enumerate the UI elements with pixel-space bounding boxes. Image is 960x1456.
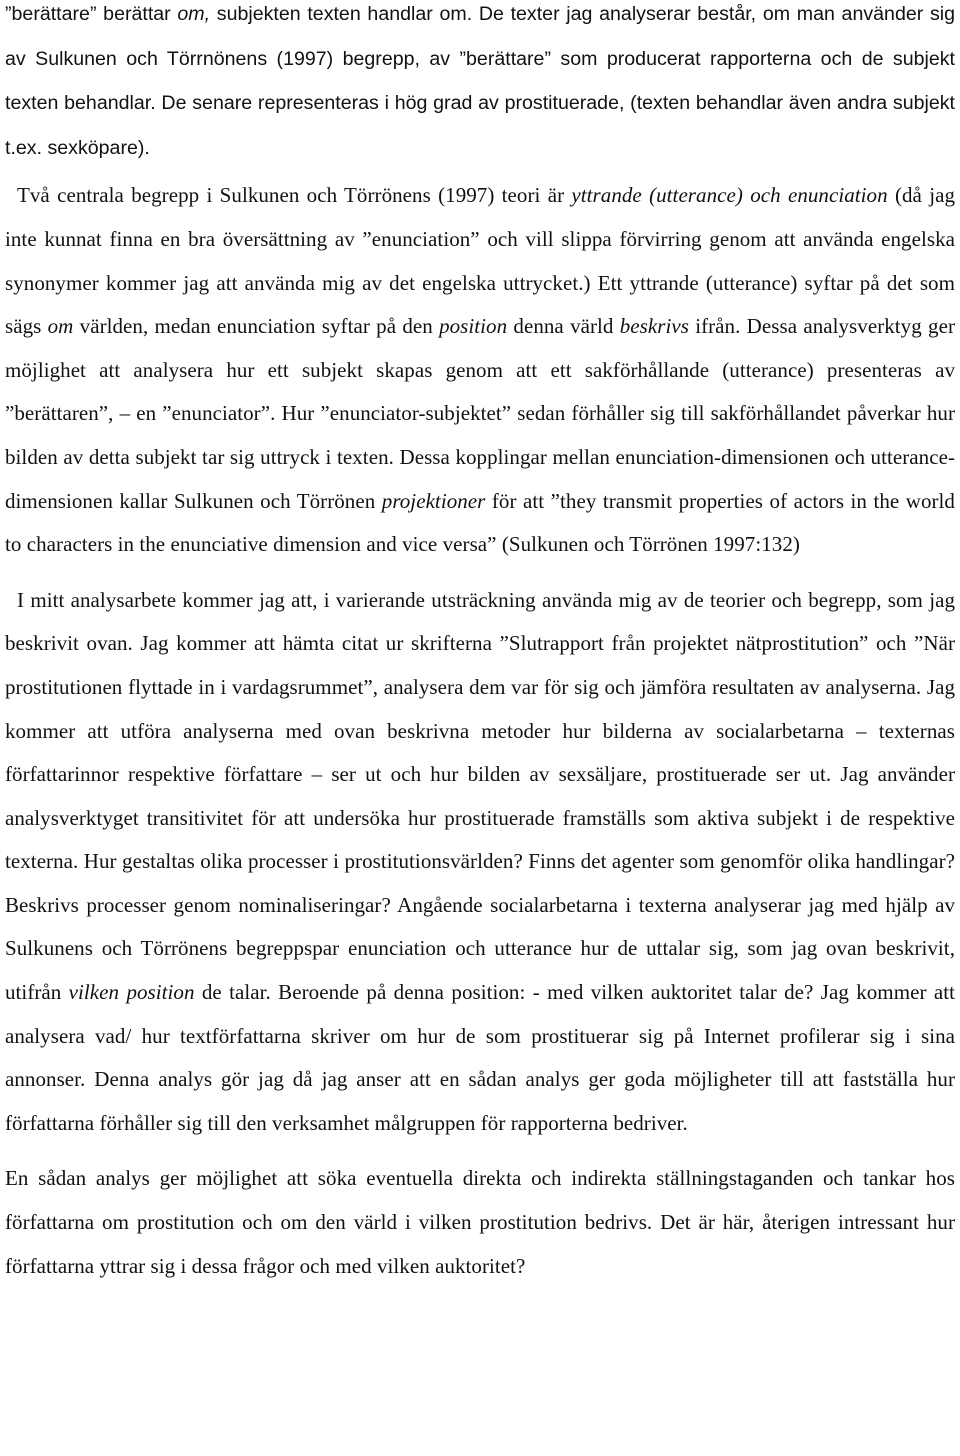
- paragraph-1-text: subjekten texten handlar om.: [210, 3, 479, 25]
- paragraph-3-emphasis: vilken position: [68, 980, 195, 1005]
- paragraph-3-text: I mitt analysarbete kommer jag att, i varierande utsträckning använda mig av de teorier och begrepp, som jag beskrivit ovan. Jag kommer att hämta citat ur skrifterna ”Slutrapport från projektet nätprostitution” och ”När prostitutionen flyttade in i vardagsrummet”, analysera dem var för sig och jämföra resultaten av analyserna. Jag kommer att utföra analyserna med ovan beskrivna metoder hur bilderna av socialarbetarna – texternas författarinnor respektive författare – ser ut och hur bilden av sexsäljare, prostituerade ser ut. Jag använder analysverktyget transitivitet för att undersöka hur prostituerade framställs som aktiva subjekt i de respektive texterna. Hur gestaltas olika processer i prostitutionsvärlden? Finns det agenter som genomför olika handlingar? Beskrivs processer genom nominaliseringar? Angående socialarbetarna i texterna analyserar jag med hjälp av Sulkunens och Törrönens begreppspar enunciation och utterance hur de uttalar sig, som jag ovan beskrivit, utifrån: [5, 587, 955, 1005]
- paragraph-3-text: de talar. Beroende på denna position: - med vilken auktoritet talar de? Jag kommer att analysera vad/ hur textförfattarna skriver om hur de som prostituerar sig på Internet profilerar sig i sina annonser. Denna analys gör jag då jag anser att en sådan analys ger goda möjligheter till att fastställa hur författarna förhåller sig till den verksamhet målgruppen för rapporterna bedriver.: [5, 980, 955, 1135]
- paragraph-2-text: Två centrala begrepp i Sulkunen och Törrönens (1997) teori är: [17, 183, 572, 208]
- paragraph-2-text: (då jag inte kunnat finna en bra översättning av ”enunciation” och vill slippa förvirring genom att använda engelska synonymer kommer jag att använda mig av det engelska uttrycket.) Ett yttrande (utterance) syftar på det som sägs: [5, 183, 955, 339]
- paragraph-2-text: denna värld: [507, 314, 620, 339]
- paragraph-2-emphasis: beskrivs: [619, 314, 689, 339]
- paragraph-2-text: världen, medan enunciation syftar på den: [73, 314, 440, 339]
- paragraph-2: [5, 174, 955, 566]
- paragraph-2-text: för att ”they transmit properties of actors in the world to characters in the enunciative dimension and vice versa” (Sulkunen och Törrönen 1997:132): [5, 488, 955, 557]
- paragraph-4: [5, 1157, 955, 1288]
- paragraph-1-emphasis: om,: [177, 3, 211, 25]
- paragraph-1-text: ”berättare” berättar: [5, 3, 178, 25]
- paragraph-2-emphasis: om: [47, 314, 74, 339]
- paragraph-3: [5, 579, 955, 1146]
- paragraph-4-text: En sådan analys ger möjlighet att söka eventuella direkta och indirekta ställningstaganden och tankar hos författarna om prostitution och om den värld i vilken prostitution bedrivs. Det är här, återigen intressant hur författarna yttrar sig i dessa frågor och med vilken auktoritet?: [5, 1166, 955, 1278]
- paragraph-2-text: ifrån. Dessa analysverktyg ger möjlighet att analysera hur ett subjekt skapas genom att ett sakförhållande (utterance) presenteras av ”berättaren”, – en ”enunciator”. Hur ”enunciator-subjektet” sedan förhåller sig till sakförhållandet påverkar hur bilden av detta subjekt tar sig uttryck i texten. Dessa kopplingar mellan enunciation-dimensionen och utterance-dimensionen kallar Sulkunen och Törrönen: [5, 314, 955, 513]
- paragraph-2-emphasis: position: [439, 314, 508, 339]
- paragraph-2-emphasis: projektioner: [381, 488, 486, 513]
- paragraph-2-emphasis: yttrande (utterance) och enunciation: [571, 183, 888, 208]
- text-page: [5, 0, 955, 1456]
- paragraph-1-text: De texter jag analyserar består, om man använder sig av Sulkunen och Törrnönens (1997) begrepp, av ”berättare” som producerat rapporterna och de subjekt texten behandlar. De senare representeras i hög grad av prostituerade, (texten behandlar även andra subjekt t.ex. sexköpare).: [5, 3, 955, 159]
- paragraph-1: [5, 0, 955, 170]
